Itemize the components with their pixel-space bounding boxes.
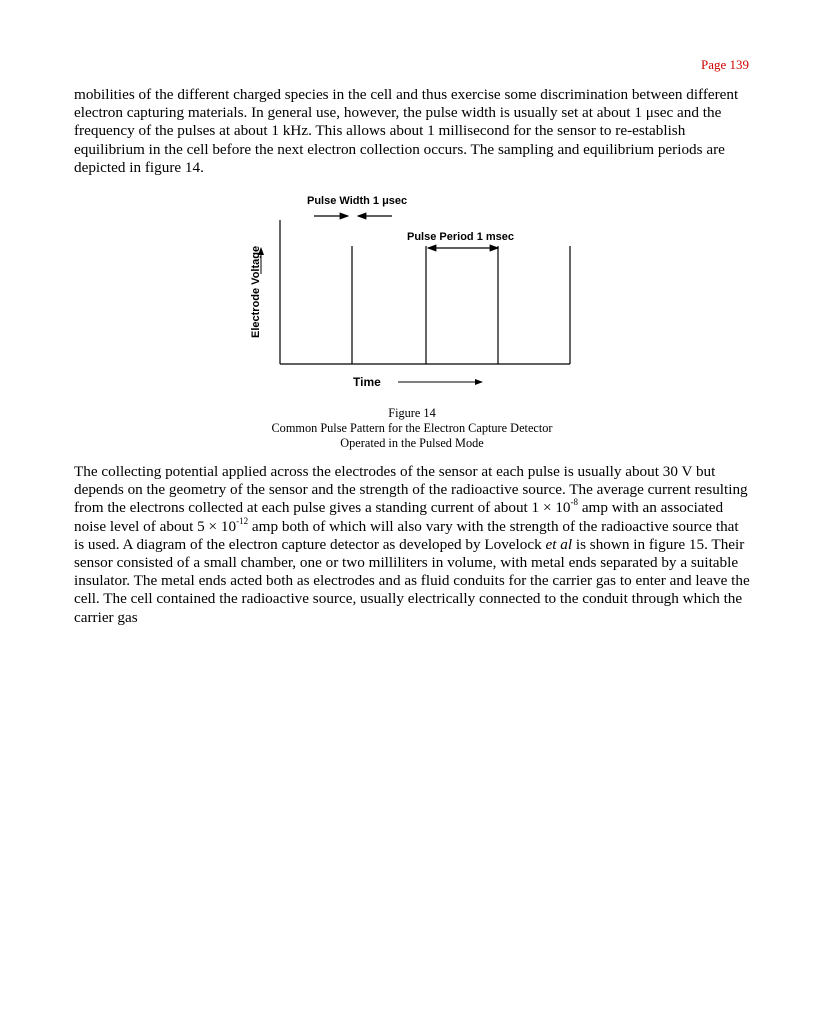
paragraph2-part1: The collecting potential applied across the electrodes of the sensor at each pulse is usually about 30 V but depends on the geometry of the sensor and the strength of the radioactive source. The average current resulting from the electrons collected at each pulse gives a standing current of about 1 × 10 [74,463,748,517]
paragraph-collecting-potential [74,463,750,627]
exponent-1: -8 [570,497,579,508]
page-number: Page 139 [700,57,749,72]
pulse-width-label: Pulse Width 1 μsec [307,195,408,207]
y-axis-label: Electrode Voltage [250,245,262,338]
pulse-pattern-svg [240,190,580,400]
paragraph2-italic: et al [545,535,573,553]
paragraph2-part4: is shown in figure 15. Their sensor consisted of a small chamber, one or two milliliters in volume, with metal ends separated by a suitable insulator. The metal ends acted both as electrodes and as fluid conduits for the carrier gas to enter and leave the cell. The cell contained the radioactive source, usually electrically connected to the conduit through which the carrier gas [74,535,750,626]
x-axis-label: Time [353,375,381,389]
figure-caption [74,406,750,452]
figure-14-pulse-diagram [240,190,560,410]
caption-line-1: Common Pulse Pattern for the Electron Capture Detector [271,421,553,436]
paragraph-intro: mobilities of the different charged species in the cell and thus exercise some discrimination between different electron capturing materials. In general use, however, the pulse width is usually set at about 1 μsec and the frequency of the pulses at about 1 kHz. This allows about 1 millisecond for the sensor to re-establish equilibrium in the cell before the next electron collection occurs. The sampling and equilibrium periods are depicted in figure 14. [74,86,739,176]
caption-number: Figure 14 [388,406,436,420]
caption-line-2: Operated in the Pulsed Mode [340,436,484,451]
exponent-2: -12 [236,515,249,526]
pulse-period-label: Pulse Period 1 msec [407,231,514,243]
paragraph2-part3: amp both of which will also vary with the strength of the radioactive source that is used. A diagram of the electron capture detector as developed by Lovelock [74,517,739,553]
paragraph2-part2: amp with an associated noise level of about 5 × 10 [74,499,724,535]
